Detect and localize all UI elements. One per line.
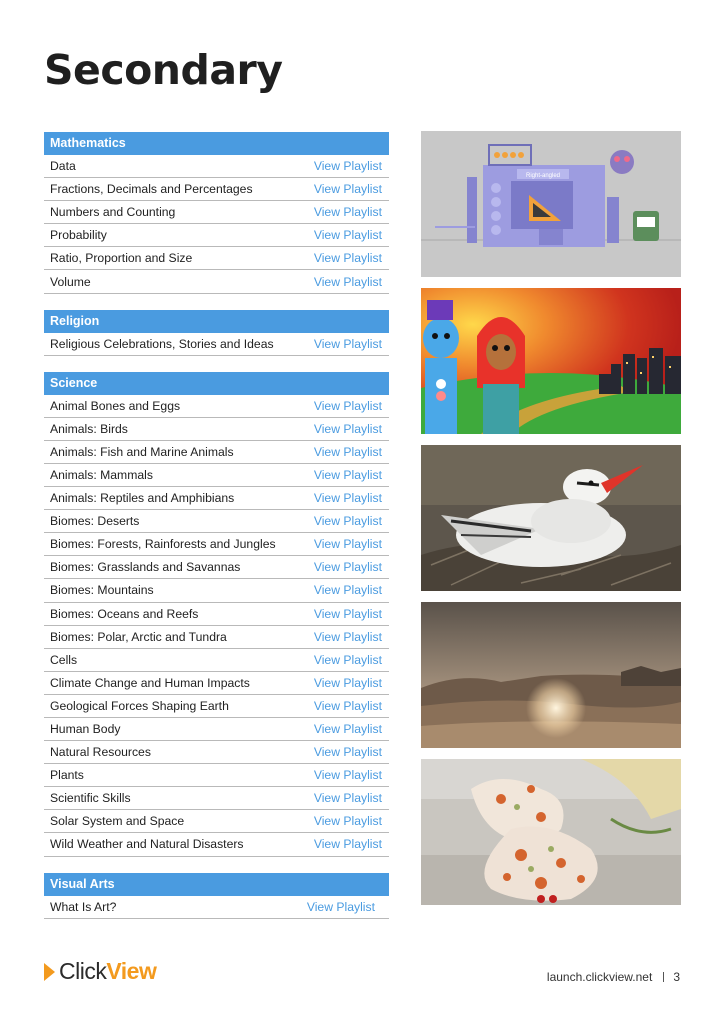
- view-playlist-link[interactable]: View Playlist: [313, 560, 382, 575]
- table-row: [44, 418, 389, 441]
- footer-url[interactable]: launch.clickview.net: [546, 970, 653, 984]
- animated-characters-illustration: [421, 288, 681, 434]
- view-playlist-link[interactable]: View Playlist: [313, 251, 382, 266]
- table-row: [44, 556, 389, 579]
- section-religion: [44, 310, 389, 356]
- table-row: [44, 896, 389, 919]
- play-triangle-icon: [44, 963, 55, 981]
- seabird-nest-image[interactable]: [421, 445, 681, 591]
- page-number: 3: [673, 970, 680, 984]
- view-playlist-link[interactable]: View Playlist: [313, 698, 382, 713]
- table-row: [44, 764, 389, 787]
- topic-label: Human Body: [50, 722, 121, 737]
- logo-text-view: View: [106, 958, 157, 984]
- page-footer: [547, 970, 680, 984]
- table-row: [44, 395, 389, 418]
- view-playlist-link[interactable]: View Playlist: [313, 444, 382, 459]
- topic-label: Religious Celebrations, Stories and Ideas: [50, 336, 274, 351]
- footer-divider: [663, 972, 664, 982]
- topic-label: Plants: [50, 768, 84, 783]
- section-science: [44, 372, 389, 857]
- topic-label: Biomes: Mountains: [50, 583, 154, 598]
- topic-label: Biomes: Deserts: [50, 514, 140, 529]
- thumbnail-column: [421, 131, 681, 916]
- topic-label: Animals: Mammals: [50, 467, 153, 482]
- view-playlist-link[interactable]: View Playlist: [313, 768, 382, 783]
- table-row: [44, 672, 389, 695]
- machine-screen-label: Right-angled: [525, 173, 561, 179]
- topic-label: Data: [50, 159, 76, 174]
- topic-label: Probability: [50, 228, 107, 243]
- view-playlist-link[interactable]: View Playlist: [313, 675, 382, 690]
- view-playlist-link[interactable]: View Playlist: [313, 205, 382, 220]
- animated-machine-triangle-image[interactable]: [421, 131, 681, 277]
- page-title: Secondary: [44, 46, 283, 94]
- topic-label: Animal Bones and Eggs: [50, 398, 181, 413]
- view-playlist-link[interactable]: View Playlist: [313, 745, 382, 760]
- topic-label: Natural Resources: [50, 745, 151, 760]
- view-playlist-link[interactable]: View Playlist: [313, 421, 382, 436]
- table-row: [44, 626, 389, 649]
- table-row: [44, 787, 389, 810]
- table-row: [44, 333, 389, 356]
- table-row: [44, 270, 389, 293]
- topic-label: Biomes: Grasslands and Savannas: [50, 560, 241, 575]
- table-row: [44, 441, 389, 464]
- view-playlist-link[interactable]: View Playlist: [313, 467, 382, 482]
- table-row: [44, 510, 389, 533]
- table-row: [44, 603, 389, 626]
- topic-label: Volume: [50, 274, 91, 289]
- view-playlist-link[interactable]: View Playlist: [313, 537, 382, 552]
- topic-label: Wild Weather and Natural Disasters: [50, 837, 244, 852]
- view-playlist-link[interactable]: View Playlist: [313, 629, 382, 644]
- logo-text-click: Click: [59, 958, 107, 984]
- table-row: [44, 155, 389, 178]
- view-playlist-link[interactable]: View Playlist: [313, 159, 382, 174]
- view-playlist-link[interactable]: View Playlist: [313, 514, 382, 529]
- desert-sunset-image[interactable]: [421, 602, 681, 748]
- animated-machine-illustration: [421, 131, 681, 277]
- view-playlist-link[interactable]: View Playlist: [313, 814, 382, 829]
- table-row: [44, 718, 389, 741]
- topic-label: Fractions, Decimals and Percentages: [50, 182, 253, 197]
- topic-label: What Is Art?: [50, 899, 117, 914]
- view-playlist-link[interactable]: View Playlist: [313, 182, 382, 197]
- seabird-photo: [421, 445, 681, 591]
- topic-label: Cells: [50, 652, 78, 667]
- view-playlist-link[interactable]: View Playlist: [313, 274, 382, 289]
- table-row: [44, 464, 389, 487]
- view-playlist-link[interactable]: View Playlist: [313, 336, 382, 351]
- topic-label: Climate Change and Human Impacts: [50, 675, 250, 690]
- animated-characters-sunset-image[interactable]: [421, 288, 681, 434]
- view-playlist-link[interactable]: View Playlist: [313, 722, 382, 737]
- view-playlist-link[interactable]: View Playlist: [313, 583, 382, 598]
- section-header: Science: [44, 372, 389, 395]
- table-row: [44, 247, 389, 270]
- view-playlist-link[interactable]: View Playlist: [313, 491, 382, 506]
- view-playlist-link[interactable]: View Playlist: [313, 652, 382, 667]
- table-row: [44, 741, 389, 764]
- topic-label: Animals: Fish and Marine Animals: [50, 444, 234, 459]
- topic-label: Scientific Skills: [50, 791, 131, 806]
- table-row: [44, 833, 389, 856]
- topic-label: Ratio, Proportion and Size: [50, 251, 193, 266]
- view-playlist-link[interactable]: View Playlist: [313, 228, 382, 243]
- table-row: [44, 178, 389, 201]
- view-playlist-link[interactable]: View Playlist: [313, 837, 382, 852]
- clickview-logo: [44, 958, 156, 985]
- table-row: [44, 695, 389, 718]
- paper-sculpture-image[interactable]: [421, 759, 681, 905]
- desert-landscape-photo: [421, 602, 681, 748]
- view-playlist-link[interactable]: View Playlist: [306, 899, 375, 914]
- section-header: Religion: [44, 310, 389, 333]
- topic-label: Animals: Reptiles and Amphibians: [50, 491, 235, 506]
- topic-label: Biomes: Oceans and Reefs: [50, 606, 199, 621]
- paper-sculpture-photo: [421, 759, 681, 905]
- section-mathematics: [44, 132, 389, 294]
- topic-label: Biomes: Polar, Arctic and Tundra: [50, 629, 227, 644]
- table-row: [44, 810, 389, 833]
- playlist-table: [44, 132, 389, 935]
- section-header: Visual Arts: [44, 873, 389, 896]
- table-row: [44, 201, 389, 224]
- topic-label: Biomes: Forests, Rainforests and Jungles: [50, 537, 276, 552]
- topic-label: Animals: Birds: [50, 421, 128, 436]
- topic-label: Solar System and Space: [50, 814, 185, 829]
- view-playlist-link[interactable]: View Playlist: [313, 606, 382, 621]
- topic-label: Geological Forces Shaping Earth: [50, 698, 229, 713]
- view-playlist-link[interactable]: View Playlist: [313, 398, 382, 413]
- table-row: [44, 224, 389, 247]
- table-row: [44, 579, 389, 602]
- section-visual-arts: [44, 873, 389, 919]
- table-row: [44, 649, 389, 672]
- topic-label: Numbers and Counting: [50, 205, 176, 220]
- view-playlist-link[interactable]: View Playlist: [313, 791, 382, 806]
- table-row: [44, 487, 389, 510]
- section-header: Mathematics: [44, 132, 389, 155]
- table-row: [44, 533, 389, 556]
